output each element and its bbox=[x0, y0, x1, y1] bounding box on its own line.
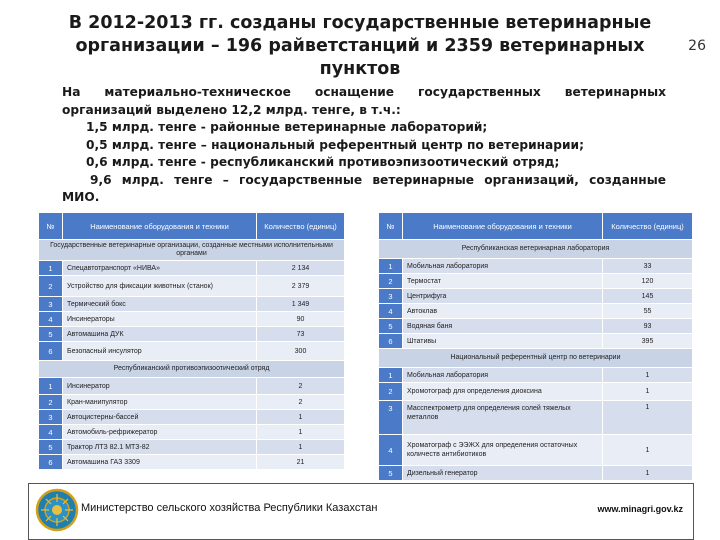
table-section-row bbox=[39, 361, 345, 378]
table-row bbox=[39, 410, 345, 425]
row-number: 6 bbox=[39, 455, 63, 470]
table-row bbox=[39, 395, 345, 410]
row-quantity: 2 134 bbox=[257, 261, 345, 276]
table-row bbox=[379, 383, 693, 401]
row-name: Автоцистерны-бассей bbox=[63, 410, 257, 425]
row-number: 4 bbox=[39, 312, 63, 327]
table-header-row bbox=[39, 213, 345, 240]
row-quantity: 120 bbox=[603, 274, 693, 289]
row-quantity: 2 bbox=[257, 378, 345, 395]
table-row bbox=[39, 440, 345, 455]
row-name: Мобильная лаборатория bbox=[403, 259, 603, 274]
table-row bbox=[379, 334, 693, 349]
row-name: Автомашина ДУК bbox=[63, 327, 257, 342]
row-number: 5 bbox=[379, 466, 403, 481]
row-name: Кран-манипулятор bbox=[63, 395, 257, 410]
header-quantity: Количество (единиц) bbox=[603, 213, 693, 240]
table-section-row bbox=[39, 240, 345, 261]
row-quantity: 1 bbox=[603, 466, 693, 481]
row-name: Масспектрометр для определения солей тяжелых металлов bbox=[403, 401, 603, 435]
row-number: 1 bbox=[39, 378, 63, 395]
table-row bbox=[39, 342, 345, 361]
table-section-row bbox=[379, 349, 693, 368]
table-row bbox=[39, 261, 345, 276]
row-name: Устройство для фиксации животных (станок) bbox=[63, 276, 257, 297]
row-quantity: 1 349 bbox=[257, 297, 345, 312]
table-row bbox=[379, 466, 693, 481]
row-quantity: 300 bbox=[257, 342, 345, 361]
row-name: Автомашина ГАЗ 3309 bbox=[63, 455, 257, 470]
row-number: 3 bbox=[39, 410, 63, 425]
row-quantity: 90 bbox=[257, 312, 345, 327]
row-number: 4 bbox=[379, 304, 403, 319]
intro-item: 0,6 млрд. тенге - республиканский противоэпизоотический отряд; bbox=[86, 155, 560, 169]
header-number: № bbox=[379, 213, 403, 240]
table-row bbox=[39, 276, 345, 297]
row-number: 4 bbox=[379, 435, 403, 466]
table-row bbox=[39, 312, 345, 327]
row-quantity: 395 bbox=[603, 334, 693, 349]
table-row bbox=[39, 297, 345, 312]
row-name: Термостат bbox=[403, 274, 603, 289]
row-quantity: 1 bbox=[603, 368, 693, 383]
row-number: 5 bbox=[39, 440, 63, 455]
slide-number: 26 bbox=[688, 38, 706, 54]
row-number: 3 bbox=[379, 401, 403, 435]
row-quantity: 1 bbox=[603, 383, 693, 401]
website-link[interactable]: www.minagri.gov.kz bbox=[597, 504, 683, 514]
table-row bbox=[379, 304, 693, 319]
row-name: Автомобиль-рефрижератор bbox=[63, 425, 257, 440]
ministry-name: Министерство сельского хозяйства Республики Казахстан bbox=[81, 502, 378, 514]
table-row bbox=[39, 425, 345, 440]
row-number: 2 bbox=[379, 383, 403, 401]
row-name: Автоклав bbox=[403, 304, 603, 319]
row-quantity: 2 bbox=[257, 395, 345, 410]
intro-item: 0,5 млрд. тенге – национальный референтный центр по ветеринарии; bbox=[86, 137, 584, 152]
row-number: 2 bbox=[39, 276, 63, 297]
header-quantity: Количество (единиц) bbox=[257, 213, 345, 240]
row-number: 6 bbox=[379, 334, 403, 349]
row-quantity: 33 bbox=[603, 259, 693, 274]
row-number: 1 bbox=[379, 259, 403, 274]
header-name: Наименование оборудования и техники bbox=[403, 213, 603, 240]
table-row bbox=[379, 259, 693, 274]
section-title: Государственные ветеринарные организации, созданные местными исполнительными органами bbox=[39, 240, 345, 261]
row-number: 5 bbox=[379, 319, 403, 334]
row-name: Водяная баня bbox=[403, 319, 603, 334]
row-quantity: 93 bbox=[603, 319, 693, 334]
row-number: 1 bbox=[379, 368, 403, 383]
row-quantity: 1 bbox=[603, 435, 693, 466]
row-quantity: 73 bbox=[257, 327, 345, 342]
kazakhstan-emblem-icon bbox=[35, 488, 79, 532]
table-row bbox=[379, 368, 693, 383]
row-quantity: 145 bbox=[603, 289, 693, 304]
table-row bbox=[39, 455, 345, 470]
row-quantity: 1 bbox=[257, 410, 345, 425]
slide-title: В 2012-2013 гг. созданы государственные ветеринарные организации – 196 райветстанций и 2359 ветеринарных пунктов bbox=[68, 13, 652, 79]
intro-item-last: 9,6 млрд. тенге – государственные ветеринарные организаций, созданные bbox=[90, 172, 666, 187]
section-title: Республиканский противоэпизоотический отряд bbox=[39, 361, 345, 378]
intro-text bbox=[62, 84, 666, 207]
row-name: Мобильная лаборатория bbox=[403, 368, 603, 383]
row-number: 3 bbox=[39, 297, 63, 312]
table-row bbox=[379, 274, 693, 289]
row-name: Безопасный инсулятор bbox=[63, 342, 257, 361]
footer-bar bbox=[28, 483, 694, 540]
row-number: 2 bbox=[379, 274, 403, 289]
row-number: 3 bbox=[379, 289, 403, 304]
row-number: 2 bbox=[39, 395, 63, 410]
row-name: Дизельный генератор bbox=[403, 466, 603, 481]
row-name: Центрифуга bbox=[403, 289, 603, 304]
intro-line-1: На материально-техническое оснащение государственных ветеринарных bbox=[62, 85, 666, 99]
table-row bbox=[39, 378, 345, 395]
section-title: Республиканская ветеринарная лаборатория bbox=[379, 240, 693, 259]
row-name: Спецавтотранспорт «НИВА» bbox=[63, 261, 257, 276]
row-number: 4 bbox=[39, 425, 63, 440]
table-row bbox=[379, 289, 693, 304]
row-quantity: 1 bbox=[257, 440, 345, 455]
table-row bbox=[379, 319, 693, 334]
row-name: Хромотограф для определения диоксина bbox=[403, 383, 603, 401]
row-quantity: 2 379 bbox=[257, 276, 345, 297]
right-equipment-table bbox=[378, 212, 693, 481]
intro-item: 1,5 млрд. тенге - районные ветеринарные лабораторий; bbox=[86, 120, 488, 134]
row-name: Хроматограф с ЭЭЖХ для определения остаточных количеств антибиотиков bbox=[403, 435, 603, 466]
section-title: Национальный референтный центр по ветеринарии bbox=[379, 349, 693, 368]
table-section-row bbox=[379, 240, 693, 259]
row-number: 6 bbox=[39, 342, 63, 361]
row-quantity: 1 bbox=[603, 401, 693, 435]
table-row bbox=[39, 327, 345, 342]
header-name: Наименование оборудования и техники bbox=[63, 213, 257, 240]
row-quantity: 55 bbox=[603, 304, 693, 319]
row-name: Штативы bbox=[403, 334, 603, 349]
row-number: 5 bbox=[39, 327, 63, 342]
row-name: Термический бокс bbox=[63, 297, 257, 312]
header-number: № bbox=[39, 213, 63, 240]
row-name: Инсинератор bbox=[63, 378, 257, 395]
intro-line-2: организаций выделено 12,2 млрд. тенге, в т.ч.: bbox=[62, 102, 401, 117]
row-name: Трактор ЛТЗ 82.1 МТЗ-82 bbox=[63, 440, 257, 455]
row-number: 1 bbox=[39, 261, 63, 276]
row-name: Инсинераторы bbox=[63, 312, 257, 327]
row-quantity: 1 bbox=[257, 425, 345, 440]
table-header-row bbox=[379, 213, 693, 240]
table-row bbox=[379, 435, 693, 466]
left-equipment-table bbox=[38, 212, 345, 470]
row-quantity: 21 bbox=[257, 455, 345, 470]
intro-item-last-cont: МИО. bbox=[62, 190, 100, 204]
table-row bbox=[379, 401, 693, 435]
